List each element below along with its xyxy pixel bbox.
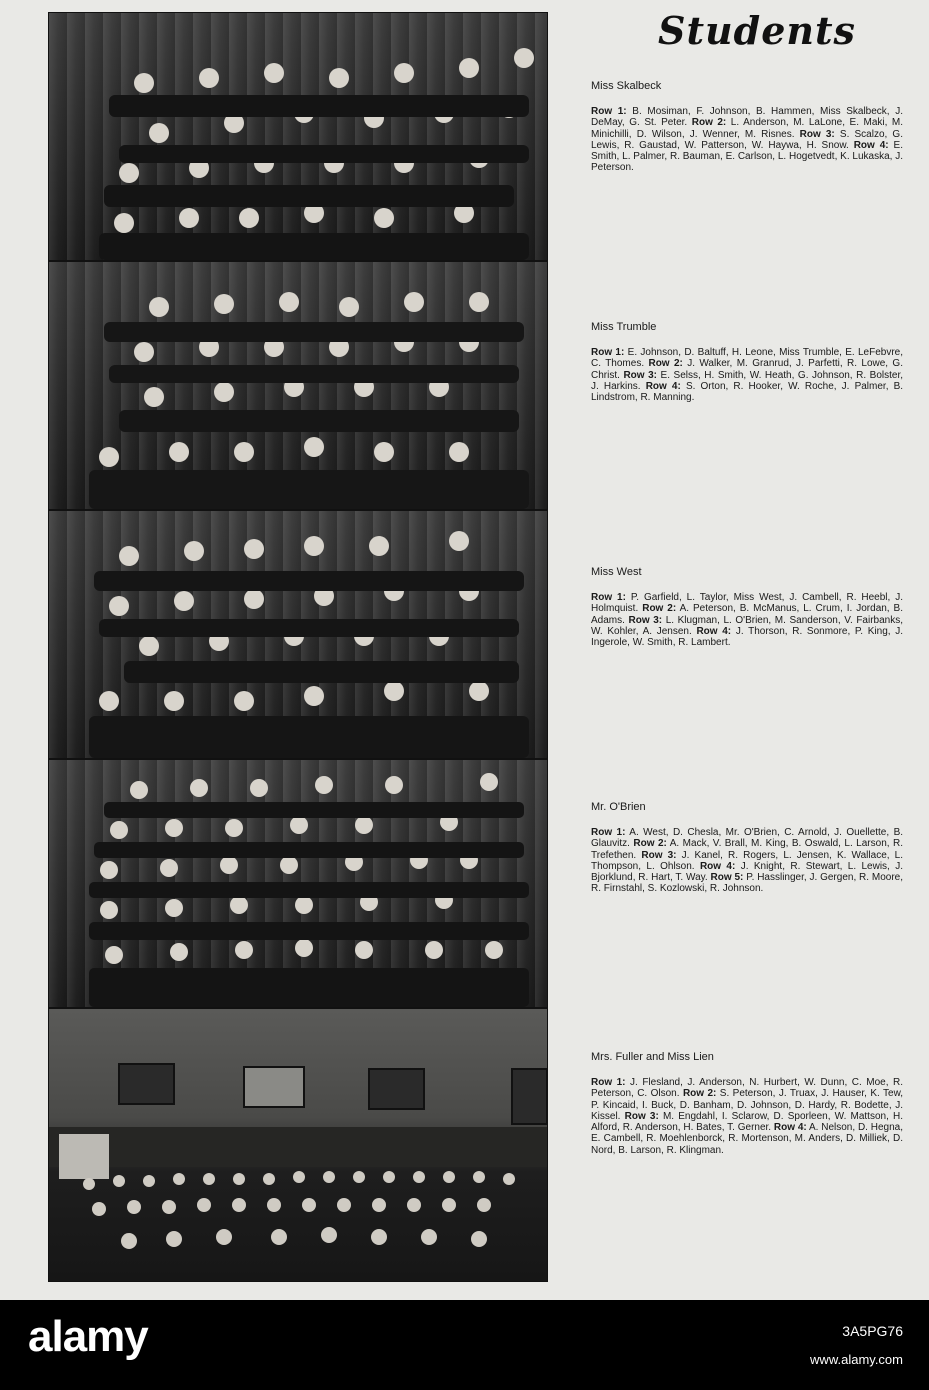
caption-group-2 <box>591 321 903 403</box>
image-id: 3A5PG76 <box>842 1323 903 1339</box>
teacher-name: Mrs. Fuller and Miss Lien <box>591 1051 714 1063</box>
group-figures <box>49 760 547 1007</box>
caption-group-3 <box>591 566 903 648</box>
bookshelves <box>49 1127 547 1167</box>
alamy-logo: alamy <box>28 1312 148 1361</box>
group-figures <box>49 262 547 509</box>
class-photo-obrien <box>48 759 548 1008</box>
class-photo-trumble <box>48 261 548 510</box>
class-photo-west <box>48 510 548 759</box>
roster-text: Row 1: A. West, D. Chesla, Mr. O'Brien, C. Arnold, J. Ouellette, B. Glauvitz. Row 2: A. Mack, V. Brall, M. King, B. Oswald, L. Larson, R. Trefethen. Row 3: J. Kanel, R. Rogers, L. Jensen, K. Wallace, L. Thompson, L. Ohlson. Row 4: J. Knight, R. Stewart, L. Lewis, J. Bjorklund, R. Hart, T. Way. Row 5: P. Hasslinger, J. Gergen, R. Moore, R. Firnstahl, S. Kozlowski, R. Johnson. <box>591 827 904 895</box>
class-photo-skalbeck <box>48 12 548 261</box>
wall-painting <box>512 1069 547 1124</box>
wall-painting <box>244 1067 304 1107</box>
teacher-name: Miss West <box>591 566 642 578</box>
caption-group-1 <box>591 80 903 174</box>
group-figures <box>49 511 547 758</box>
roster-text: Row 1: J. Flesland, J. Anderson, N. Hurbert, W. Dunn, C. Moe, R. Peterson, C. Olson. Row 2: S. Peterson, J. Truax, J. Hauser, K. Tew, P. Kincaid, I. Buck, D. Banham, D. Johnson, D. Hardy, R. Bodette, J. Kissel. Row 3: M. Engdahl, I. Sclarow, D. Sporleen, W. Mattson, H. Alford, R. Anderson, H. Bates, T. Gerner. Row 4: A. Nelson, D. Hegna, E. Cambell, R. Moehlenborck, R. Mortenson, M. Anders, D. Milliek, D. Nord, B. Larson, R. Klingman. <box>591 1077 904 1156</box>
wall-painting <box>369 1069 424 1109</box>
class-photo-fuller-lien <box>48 1008 548 1282</box>
roster-text: Row 1: P. Garfield, L. Taylor, Miss West, J. Cambell, R. Heebl, J. Holmquist. Row 2: A. Peterson, B. McManus, L. Crum, I. Jordan, B. Adams. Row 3: L. Klugman, L. O'Brien, M. Sanderson, V. Fairbanks, W. Kohler, A. Jensen. Row 4: J. Thorson, R. Sonmore, P. King, J. Ingerole, W. Smith, R. Lambert. <box>591 592 904 649</box>
poster <box>59 1134 109 1179</box>
library-scene <box>49 1009 547 1281</box>
group-figures <box>49 13 547 260</box>
page-title: Students <box>658 8 856 53</box>
site-url: www.alamy.com <box>810 1352 903 1367</box>
teacher-name: Miss Trumble <box>591 321 657 333</box>
wall-painting <box>119 1064 174 1104</box>
teacher-name: Miss Skalbeck <box>591 80 662 92</box>
roster-text: Row 1: B. Mosiman, F. Johnson, B. Hammen, Miss Skalbeck, J. DeMay, G. St. Peter. Row 2: L. Anderson, M. LaLone, E. Maki, M. Minichilli, D. Wilson, J. Wenner, M. Risnes. Row 3: S. Scalzo, G. Lewis, R. Gaustad, W. Patterson, W. Haywa, H. Snow. Row 4: E. Smith, L. Palmer, R. Bauman, E. Carlson, L. Hogetvedt, K. Lukaska, J. Peterson. <box>591 106 904 174</box>
caption-group-5 <box>591 1051 903 1156</box>
teacher-name: Mr. O'Brien <box>591 801 646 813</box>
roster-text: Row 1: E. Johnson, D. Baltuff, H. Leone, Miss Trumble, E. LeFebvre, C. Thomes. Row 2: J. Walker, M. Granrud, J. Parfetti, R. Lowe, G. Christ. Row 3: E. Selss, H. Smith, W. Heath, G. Johnson, R. Bolster, J. Harkins. Row 4: S. Orton, R. Hooker, W. Roche, J. Palmer, B. Lindstrom, R. Manning. <box>591 347 904 404</box>
caption-group-4 <box>591 801 903 895</box>
